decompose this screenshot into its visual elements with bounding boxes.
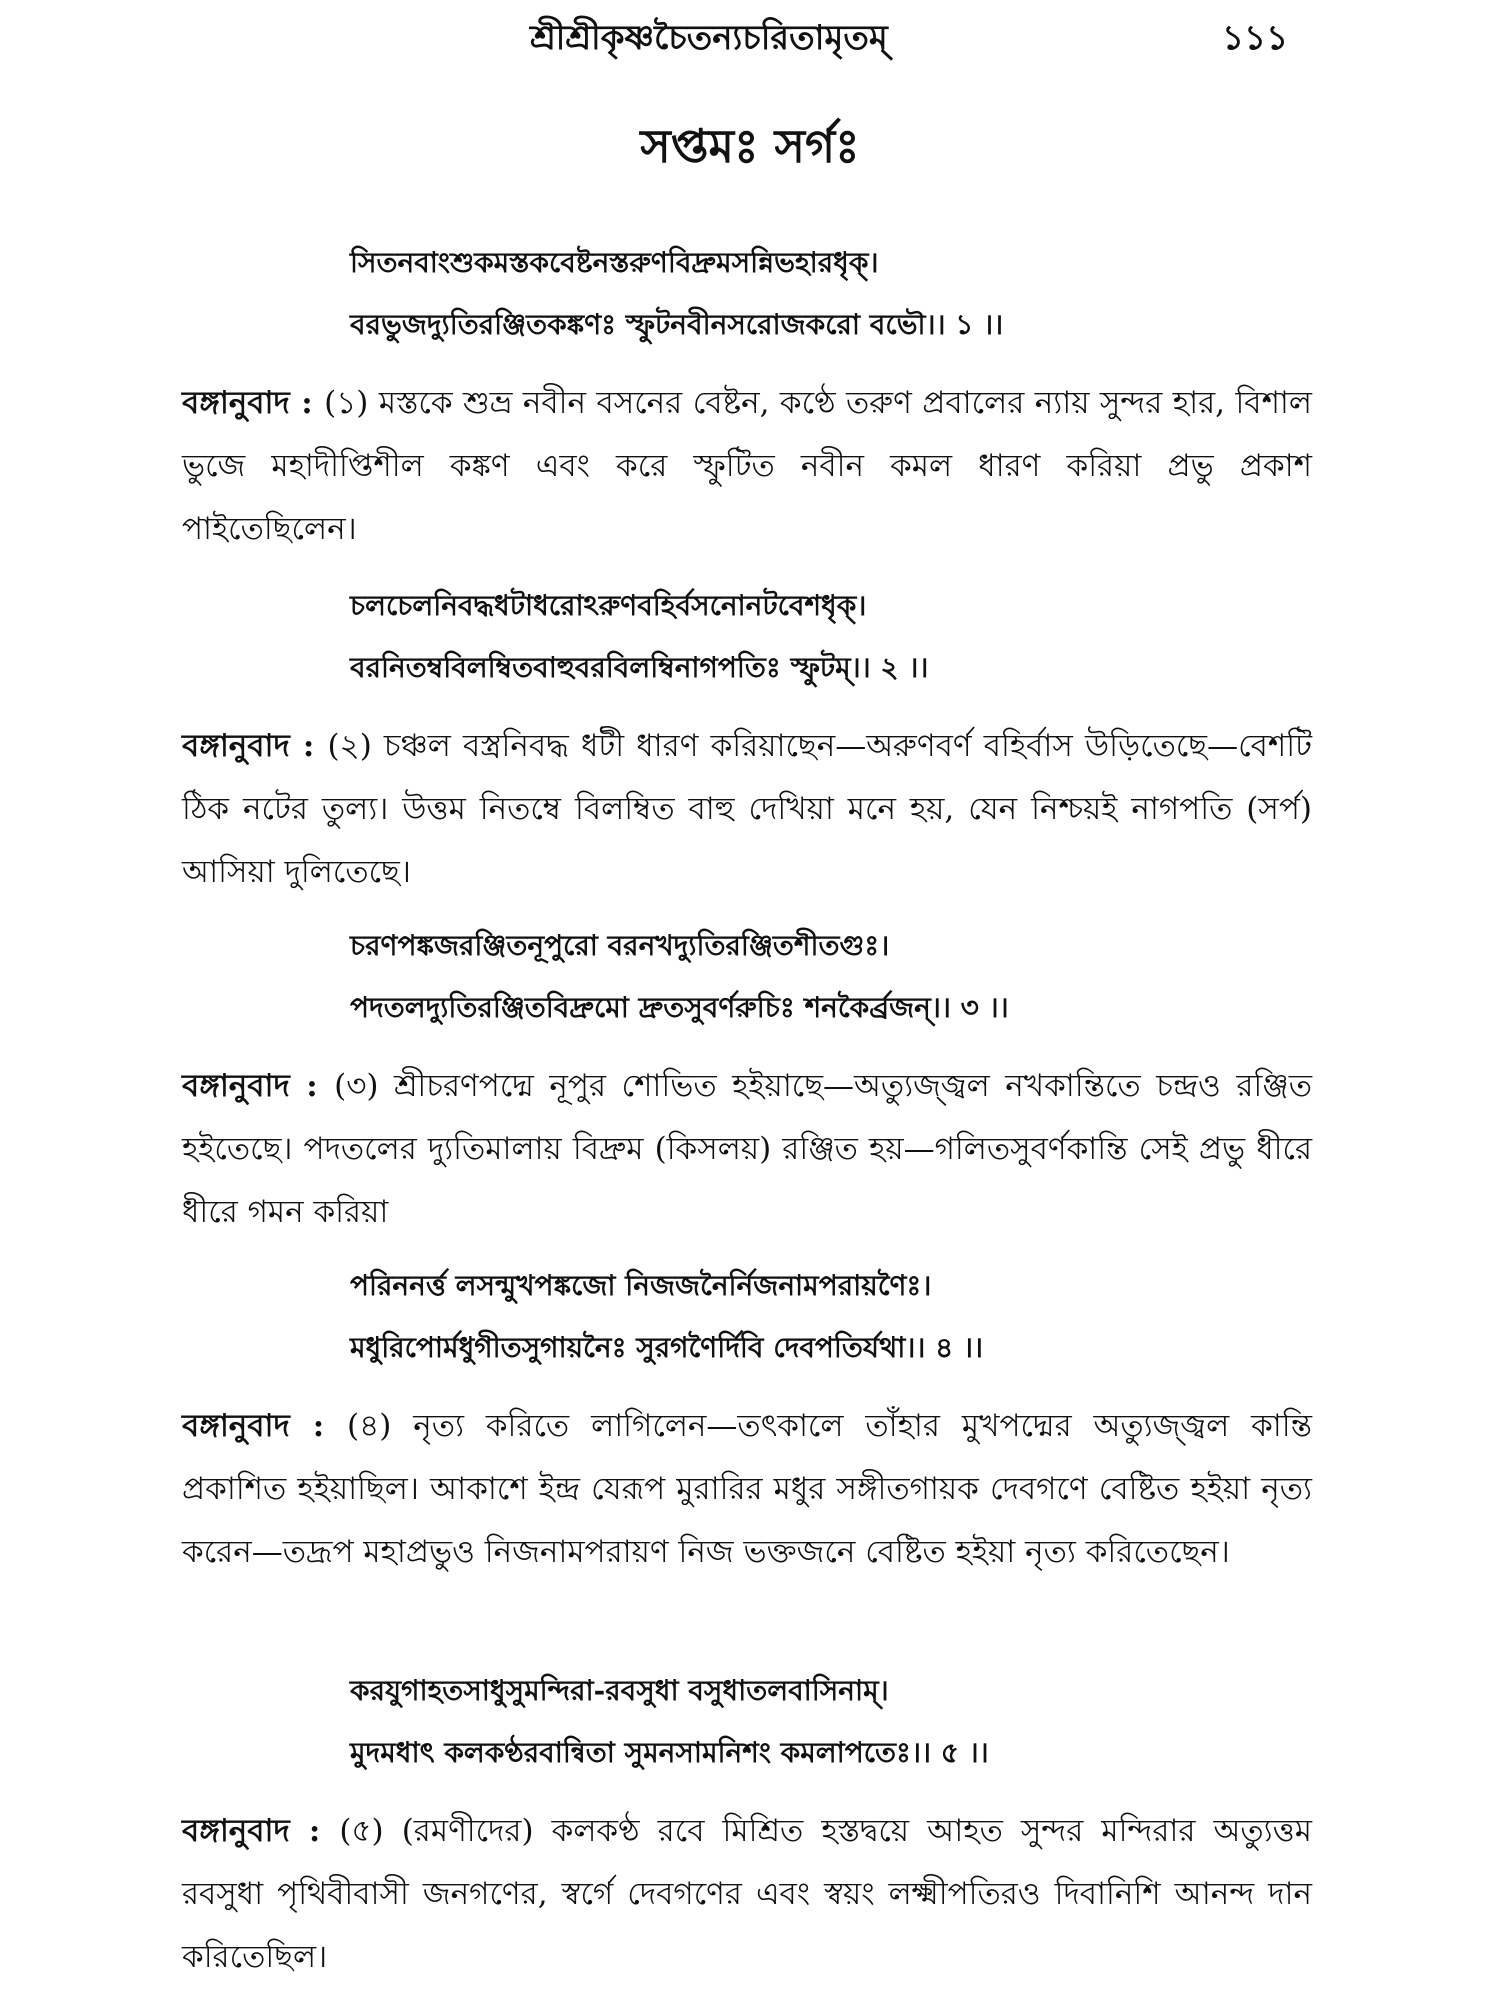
translation-text: (৫) (রমণীদের) কলকণ্ঠ রবে মিশ্রিত হস্তদ্বয়ে আহত সুন্দর মন্দিরার অত্যুত্তম রবসুধা পৃথিবীবাসী জনগণের, স্বর্গে দেবগণের এবং স্বয়ং লক্ষ্মীপতিরও দিবানিশি আনন্দ দান করিতেছিল। xyxy=(182,1813,1313,1975)
translation-label: বঙ্গানুবাদ xyxy=(182,1068,290,1104)
translation-label: বঙ্গানুবাদ xyxy=(182,728,290,764)
translation-label: বঙ্গানুবাদ xyxy=(182,385,290,421)
verse-5 xyxy=(350,1660,1360,1784)
translation-3: বঙ্গানুবাদ : (৩) শ্রীচরণপদ্মে নূপুর শোভিত হইয়াছে—অত্যুজ্জ্বল নখকান্তিতে চন্দ্রও রঞ্জিত হইতেছে। পদতলের দ্যুতিমালায় বিদ্রুম (কিসলয়) রঞ্জিত হয়—গলিতসুবর্ণকান্তি সেই প্রভু ধীরে ধীরে গমন করিয়া xyxy=(182,1068,1312,1230)
running-header xyxy=(0,8,1500,68)
verse-3 xyxy=(350,915,1360,1039)
verse-line: চলচেলনিবদ্ধধটাধরোঽরুণবহির্বসনোনটবেশধৃক্। xyxy=(350,589,867,622)
translation-text: (১) মস্তকে শুভ্র নবীন বসনের বেষ্টন, কণ্ঠে তরুণ প্রবালের ন্যায় সুন্দর হার, বিশাল ভুজে মহাদীপ্তিশীল কঙ্কণ এবং করে স্ফুটিত নবীন কমল ধারণ করিয়া প্রভু প্রকাশ পাইতেছিলেন। xyxy=(182,385,1312,547)
verse-line: পদতলদ্যুতিরঞ্জিতবিদ্রুমো দ্রুতসুবর্ণরুচিঃ শনকৈর্ব্রজন্।। ৩ ।। xyxy=(350,991,1009,1024)
running-title: শ্রীশ্রীকৃষ্ণচৈতন্যচরিতামৃতম্ xyxy=(530,18,888,58)
translation-1: বঙ্গানুবাদ : (১) মস্তকে শুভ্র নবীন বসনের বেষ্টন, কণ্ঠে তরুণ প্রবালের ন্যায় সুন্দর হার, বিশাল ভুজে মহাদীপ্তিশীল কঙ্কণ এবং করে স্ফুটিত নবীন কমল ধারণ করিয়া প্রভু প্রকাশ পাইতেছিলেন। xyxy=(182,385,1312,547)
verse-line: মুদমধাৎ কলকণ্ঠরবান্বিতা সুমনসামনিশং কমলাপতেঃ।। ৫ ।। xyxy=(350,1736,989,1769)
translation-5: বঙ্গানুবাদ : (৫) (রমণীদের) কলকণ্ঠ রবে মিশ্রিত হস্তদ্বয়ে আহত সুন্দর মন্দিরার অত্যুত্তম রবসুধা পৃথিবীবাসী জনগণের, স্বর্গে দেবগণের এবং স্বয়ং লক্ষ্মীপতিরও দিবানিশি আনন্দ দান করিতেছিল। xyxy=(182,1813,1313,1975)
verse-2 xyxy=(350,575,1360,699)
verse-line: মধুরিপোর্মধুগীতসুগায়নৈঃ সুরগণৈর্দিবি দেবপতির্যথা।। ৪ ।। xyxy=(350,1331,984,1364)
verse-line: বরনিতম্ববিলম্বিতবাহুবরবিলম্বিনাগপতিঃ স্ফুটম্।। ২ ।। xyxy=(350,651,929,684)
chapter-title: সপ্তমঃ সর্গঃ xyxy=(640,119,860,173)
translation-2: বঙ্গানুবাদ : (২) চঞ্চল বস্ত্রনিবদ্ধ ধটী ধারণ করিয়াছেন—অরুণবর্ণ বহির্বাস উড়িতেছে—বেশটি ঠিক নটের তুল্য। উত্তম নিতম্বে বিলম্বিত বাহু দেখিয়া মনে হয়, যেন নিশ্চয়ই নাগপতি (সর্প) আসিয়া দুলিতেছে। xyxy=(182,728,1313,890)
translation-text: (২) চঞ্চল বস্ত্রনিবদ্ধ ধটী ধারণ করিয়াছেন—অরুণবর্ণ বহির্বাস উড়িতেছে—বেশটি ঠিক নটের তুল্য। উত্তম নিতম্বে বিলম্বিত বাহু দেখিয়া মনে হয়, যেন নিশ্চয়ই নাগপতি (সর্প) আসিয়া দুলিতেছে। xyxy=(182,728,1313,890)
translation-text: (৩) শ্রীচরণপদ্মে নূপুর শোভিত হইয়াছে—অত্যুজ্জ্বল নখকান্তিতে চন্দ্রও রঞ্জিত হইতেছে। পদতলের দ্যুতিমালায় বিদ্রুম (কিসলয়) রঞ্জিত হয়—গলিতসুবর্ণকান্তি সেই প্রভু ধীরে ধীরে গমন করিয়া xyxy=(182,1068,1312,1230)
verse-line: বরভুজদ্যুতিরঞ্জিতকঙ্কণঃ স্ফুটনবীনসরোজকরো বভৌ।। ১ ।। xyxy=(350,308,1004,341)
verse-line: করযুগাহতসাধুসুমন্দিরা-রবসুধা বসুধাতলবাসিনাম্। xyxy=(350,1674,889,1707)
verse-line: চরণপঙ্কজরঞ্জিতনূপুরো বরনখদ্যুতিরঞ্জিতশীতগুঃ। xyxy=(350,929,890,962)
page-number: ১১১ xyxy=(1222,18,1289,58)
translation-label: বঙ্গানুবাদ xyxy=(182,1408,290,1444)
translation-4: বঙ্গানুবাদ : (৪) নৃত্য করিতে লাগিলেন—তৎকালে তাঁহার মুখপদ্মের অত্যুজ্জ্বল কান্তি প্রকাশিত হইয়াছিল। আকাশে ইন্দ্র যেরূপ মুরারির মধুর সঙ্গীতগায়ক দেবগণে বেষ্টিত হইয়া নৃত্য করেন—তদ্রূপ মহাপ্রভুও নিজনামপরায়ণ নিজ ভক্তজনে বেষ্টিত হইয়া নৃত্য করিতেছেন। xyxy=(182,1408,1312,1570)
verse-line: সিতনবাংশুকমস্তকবেষ্টনস্তরুণবিদ্রুমসন্নিভহারধৃক্। xyxy=(350,246,879,279)
verse-line: পরিননর্ত্ত লসন্মুখপঙ্কজো নিজজনৈর্নিজনামপরায়ণৈঃ। xyxy=(350,1269,932,1302)
translation-text: (৪) নৃত্য করিতে লাগিলেন—তৎকালে তাঁহার মুখপদ্মের অত্যুজ্জ্বল কান্তি প্রকাশিত হইয়াছিল। আকাশে ইন্দ্র যেরূপ মুরারির মধুর সঙ্গীতগায়ক দেবগণে বেষ্টিত হইয়া নৃত্য করেন—তদ্রূপ মহাপ্রভুও নিজনামপরায়ণ নিজ ভক্তজনে বেষ্টিত হইয়া নৃত্য করিতেছেন। xyxy=(182,1408,1312,1570)
translation-label: বঙ্গানুবাদ xyxy=(182,1813,290,1849)
verse-4 xyxy=(350,1255,1360,1379)
verse-1 xyxy=(350,232,1360,356)
